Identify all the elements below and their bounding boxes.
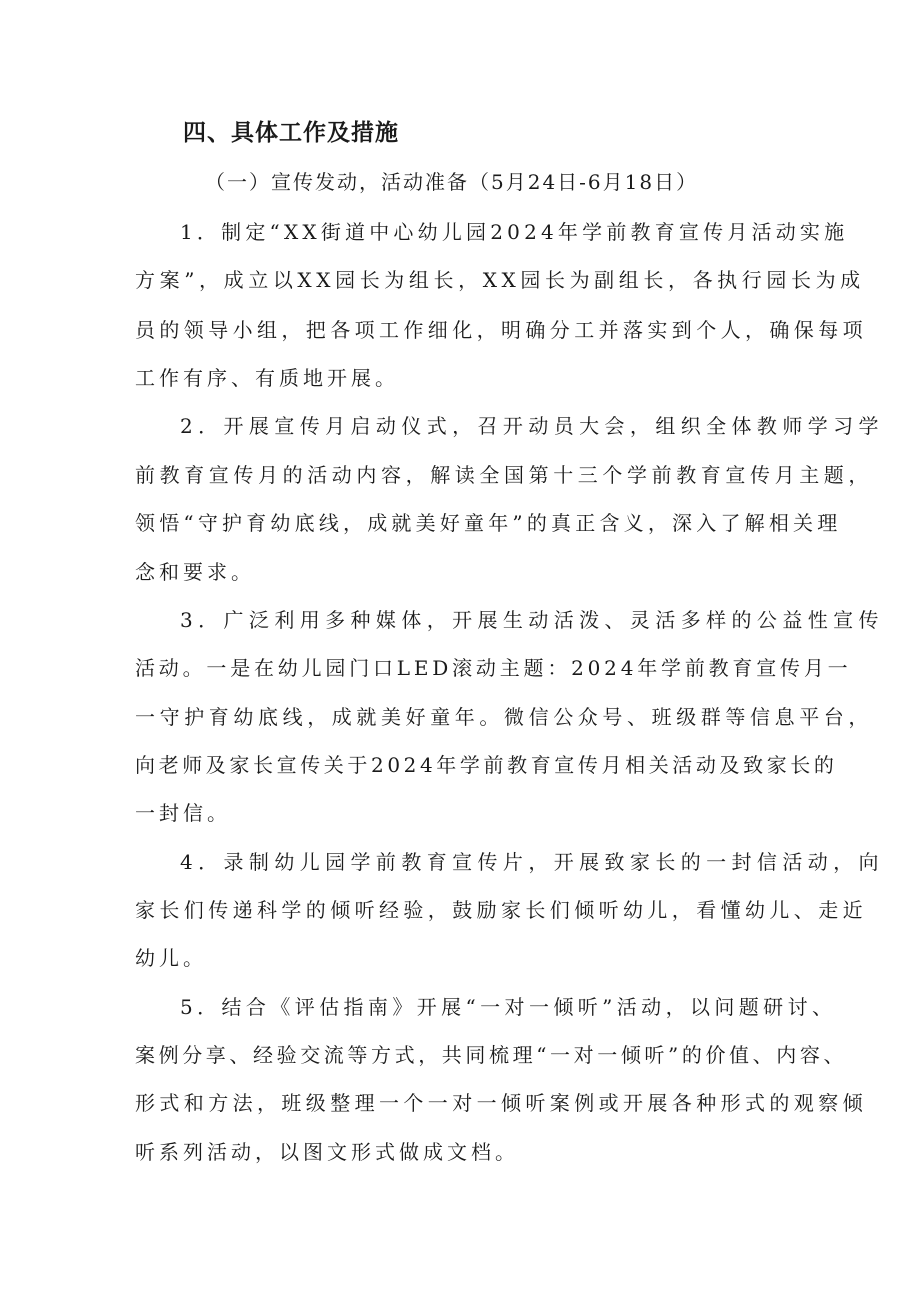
paragraph-line: 活动。一是在幼儿园门口LED滚动主题：2024年学前教育宣传月一 [135, 656, 852, 680]
section-heading: 四、具体工作及措施 [183, 120, 399, 146]
paragraph-line: 方案”，成立以XX园长为组长，XX园长为副组长，各执行园长为成 [135, 268, 865, 292]
paragraph-line: 3．广泛利用多种媒体，开展生动活泼、灵活多样的公益性宣传 [180, 608, 884, 632]
paragraph-line: 形式和方法，班级整理一个一对一倾听案例或开展各种形式的观察倾 [135, 1091, 867, 1115]
paragraph-line: 领悟“守护育幼底线，成就美好童年”的真正含义，深入了解相关理 [135, 511, 842, 535]
paragraph-line: 员的领导小组，把各项工作细化，明确分工并落实到个人，确保每项 [135, 318, 867, 342]
paragraph-line: 听系列活动，以图文形式做成文档。 [135, 1140, 519, 1164]
paragraph-line: 1．制定“XX街道中心幼儿园2024年学前教育宣传月活动实施 [180, 220, 849, 244]
paragraph-line: 2．开展宣传月启动仪式，召开动员大会，组织全体教师学习学 [180, 414, 884, 438]
paragraph-line: 案例分享、经验交流等方式，共同梳理“一对一倾听”的价值、内容、 [135, 1043, 848, 1067]
paragraph-line: 一守护育幼底线，成就美好童年。微信公众号、班级群等信息平台， [135, 705, 873, 729]
paragraph-line: 幼儿。 [135, 946, 207, 970]
paragraph-line: 5．结合《评估指南》开展“一对一倾听”活动，以问题研讨、 [180, 995, 837, 1019]
paragraph-line: 一封信。 [135, 801, 231, 825]
paragraph-line: 前教育宣传月的活动内容，解读全国第十三个学前教育宣传月主题， [135, 463, 873, 487]
paragraph-line: 向老师及家长宣传关于2024年学前教育宣传月相关活动及致家长的 [135, 753, 838, 777]
paragraph-line: 念和要求。 [135, 560, 255, 584]
subsection-heading: （一）宣传发动，活动准备（5月24日-6月18日） [205, 170, 699, 194]
paragraph-line: 工作有序、有质地开展。 [135, 366, 399, 390]
paragraph-line: 4．录制幼儿园学前教育宣传片，开展致家长的一封信活动，向 [180, 850, 884, 874]
paragraph-line: 家长们传递科学的倾听经验，鼓励家长们倾听幼儿，看懂幼儿、走近 [135, 898, 867, 922]
